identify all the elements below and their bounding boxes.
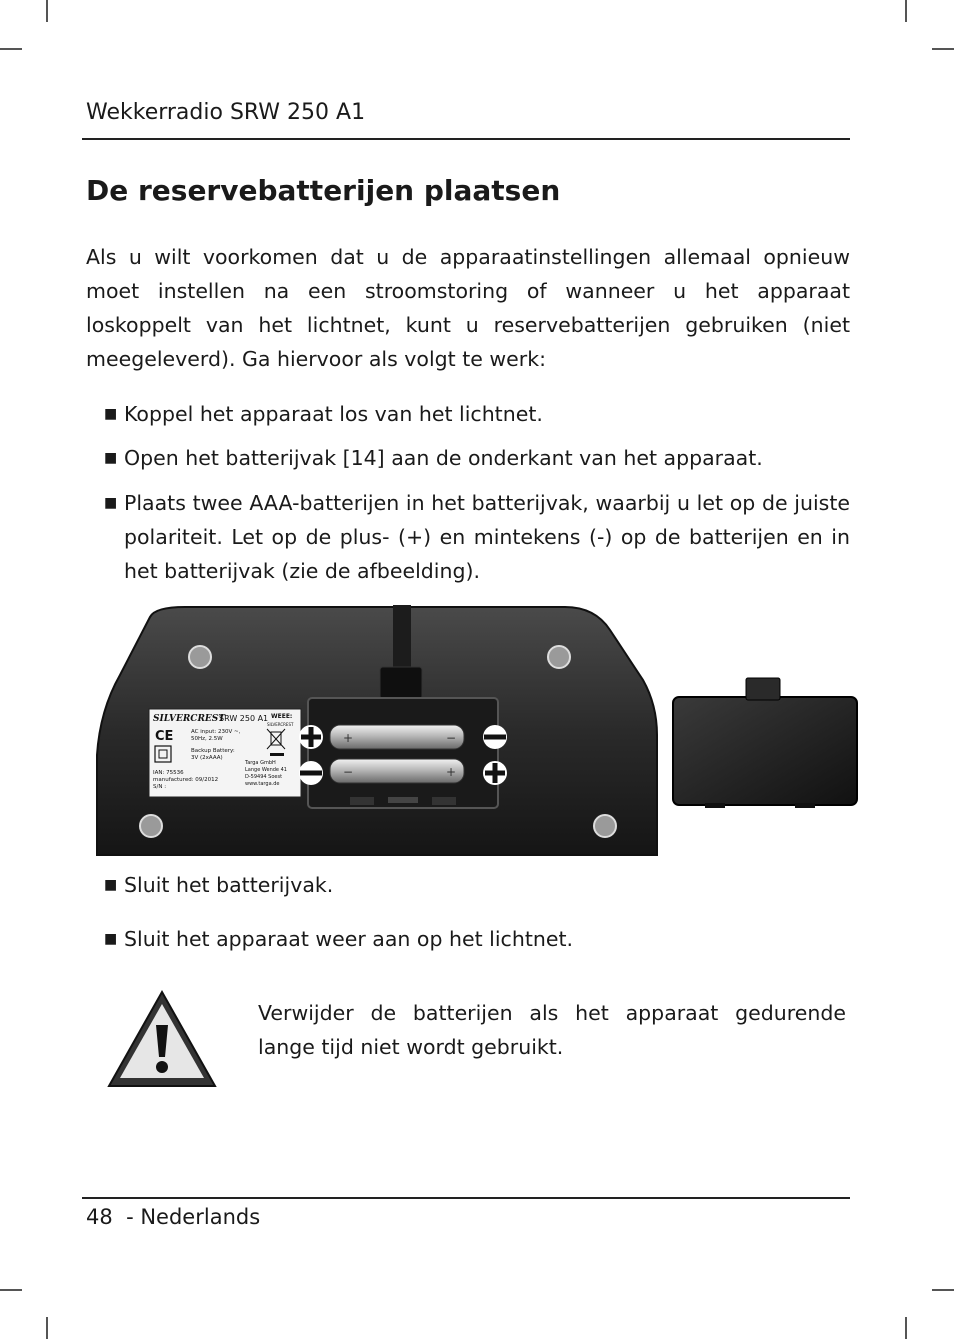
- crop-mark: [932, 1289, 954, 1291]
- list-item: [104, 868, 850, 902]
- section-heading: De reservebatterijen plaatsen: [86, 174, 561, 207]
- minus-sign-icon: [299, 761, 323, 785]
- label-backup-1: Backup Battery:: [191, 748, 235, 754]
- plus-sign-icon: [483, 761, 507, 785]
- crop-mark: [46, 1317, 48, 1339]
- svg-text:−: −: [446, 731, 457, 745]
- list-item: [104, 922, 850, 956]
- battery-cover-tab: [746, 678, 780, 700]
- list-item-text: Koppel het apparaat los van het lichtnet.: [124, 402, 543, 426]
- list-item-text: Sluit het batterijvak.: [124, 873, 334, 897]
- label-addr-4: www.targa.de: [245, 781, 280, 787]
- bullet-mark: ■: [104, 450, 118, 466]
- svg-text:+: +: [446, 765, 457, 779]
- intro-paragraph: Als u wilt voorkomen dat u de apparaatinstellingen allemaal opnieuw moet instellen na een stroomstoring of wanneer u het apparaat loskoppelt van het lichtnet, kunt u reservebatterijen gebruiken (niet meegeleverd). Ga hiervoor als volgt te werk:: [86, 245, 850, 371]
- crop-mark: [0, 48, 22, 50]
- crop-mark: [905, 0, 907, 22]
- label-sn: S/N :: [153, 784, 167, 790]
- label-ac-input-1: AC input: 230V ~,: [191, 729, 241, 735]
- list-item: [104, 441, 850, 475]
- page-number: 48: [86, 1205, 113, 1229]
- label-ac-input-2: 50Hz, 2.5W: [191, 736, 223, 742]
- warning-triangle-icon: [106, 989, 218, 1089]
- list-item: [104, 486, 850, 588]
- label-addr-3: D-59494 Soest: [245, 774, 283, 780]
- battery-bay: [308, 698, 498, 808]
- label-weee: WEEE:: [271, 713, 293, 720]
- list-item-text: Sluit het apparaat weer aan op het lichtnet.: [124, 927, 574, 951]
- header-rule: [82, 138, 850, 140]
- list-item-text: Open het batterijvak [14] aan de onderkant van het apparaat.: [124, 446, 763, 470]
- screw-icon: [594, 815, 616, 837]
- warning-text: Verwijder de batterijen als het apparaat gedurende lange tijd niet wordt gebruikt.: [258, 1001, 846, 1059]
- svg-text:−: −: [343, 765, 354, 779]
- label-ian: IAN: 75536: [153, 770, 184, 776]
- label-weee-brand: SILVERCREST: [267, 722, 294, 727]
- footer-rule: [82, 1197, 850, 1199]
- label-addr-2: Lange Wende 41: [245, 767, 287, 773]
- label-manufactured: manufactured: 09/2012: [153, 777, 219, 783]
- svg-text:+: +: [343, 731, 354, 745]
- list-item: [104, 397, 850, 431]
- crop-mark: [905, 1317, 907, 1339]
- list-item-text: Plaats twee AAA-batterijen in het batterijvak, waarbij u let op de juiste polariteit. Let op de plus- (+) en mintekens (-) op de batterijen en in het batterijvak (zie de afbeelding).: [124, 491, 850, 583]
- label-backup-2: 3V (2xAAA): [191, 755, 223, 761]
- crop-mark: [932, 48, 954, 50]
- screw-icon: [548, 646, 570, 668]
- bullet-mark: ■: [104, 406, 118, 422]
- label-brand: SILVERCREST: [153, 714, 225, 724]
- minus-sign-icon: [483, 725, 507, 749]
- label-ce-mark: CE: [155, 729, 174, 744]
- label-model: SRW 250 A1: [219, 714, 269, 723]
- cable-clip: [380, 667, 422, 699]
- plus-sign-icon: [299, 725, 323, 749]
- crop-mark: [0, 1289, 22, 1291]
- bullet-mark: ■: [104, 495, 118, 511]
- battery-compartment-illustration: [95, 605, 863, 860]
- crop-mark: [46, 0, 48, 22]
- footer-language: - Nederlands: [126, 1205, 261, 1229]
- running-header: Wekkerradio SRW 250 A1: [86, 100, 366, 125]
- bullet-mark: ■: [104, 931, 118, 947]
- screw-icon: [189, 646, 211, 668]
- bullet-mark: ■: [104, 877, 118, 893]
- battery-cover: [673, 697, 857, 805]
- page-footer: [86, 1205, 260, 1229]
- screw-icon: [140, 815, 162, 837]
- cable: [393, 605, 411, 673]
- label-addr-1: Targa GmbH: [245, 760, 276, 766]
- weee-bar: [270, 753, 284, 756]
